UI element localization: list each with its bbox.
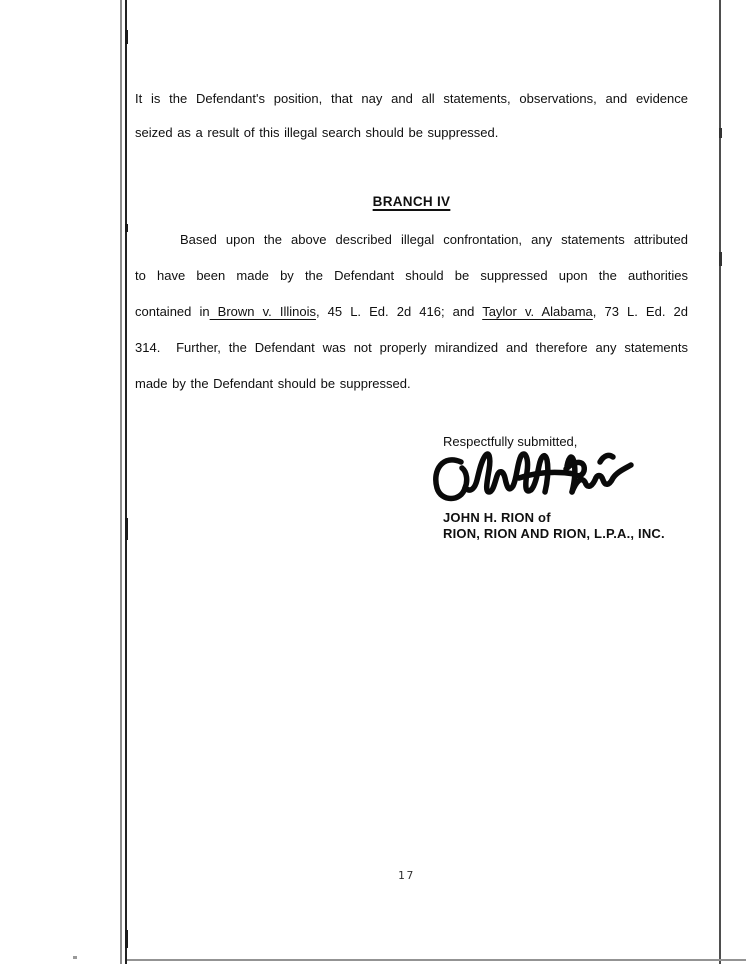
right-edge-rule bbox=[719, 0, 721, 964]
left-inner-rule bbox=[125, 0, 127, 964]
text-segment: 314. Further, the Defendant was not properly mirandized and therefore any statements bbox=[135, 340, 688, 355]
left-outer-rule bbox=[120, 0, 122, 964]
text-segment: contained in bbox=[135, 304, 210, 319]
page-number: 17 bbox=[398, 869, 416, 882]
text-segment: , 73 L. Ed. 2d bbox=[592, 304, 688, 319]
attorney-name: JOHN H. RION of bbox=[443, 510, 551, 525]
paragraph-1 bbox=[135, 82, 688, 150]
bottom-rule bbox=[127, 959, 746, 961]
scan-artifact bbox=[719, 252, 722, 266]
paragraph-1-line-1: It is the Defendant's position, that nay and all statements, observations, and evidence bbox=[135, 91, 688, 106]
firm-name: RION, RION AND RION, L.P.A., INC. bbox=[443, 526, 665, 541]
case-citation: Brown v. Illinois bbox=[209, 304, 316, 319]
scan-artifact bbox=[125, 930, 128, 948]
text-segment: made by the Defendant should be suppressed. bbox=[135, 376, 411, 391]
text-segment: Based upon the above described illegal confrontation, any statements attributed bbox=[180, 232, 688, 247]
text-segment: , 45 L. Ed. 2d 416; and bbox=[315, 304, 483, 319]
scan-artifact bbox=[125, 30, 128, 44]
scan-artifact bbox=[73, 956, 77, 959]
text-segment: to have been made by the Defendant should be suppressed upon the authorities bbox=[135, 268, 688, 283]
handwritten-signature bbox=[433, 448, 643, 518]
paragraph-2-line-2 bbox=[135, 258, 688, 294]
signer-identity bbox=[443, 510, 665, 542]
paragraph-1-line-2: seized as a result of this illegal search should be suppressed. bbox=[135, 125, 499, 140]
paragraph-2-line-3 bbox=[135, 294, 688, 330]
paragraph-2-line-1 bbox=[135, 222, 688, 258]
section-heading-text: BRANCH IV bbox=[372, 194, 451, 209]
closing-line: Respectfully submitted, bbox=[443, 434, 578, 449]
case-citation: Taylor v. Alabama bbox=[482, 304, 593, 319]
paragraph-2 bbox=[135, 222, 688, 402]
scan-artifact bbox=[719, 128, 722, 138]
signature-block bbox=[443, 433, 703, 541]
section-heading bbox=[135, 193, 688, 211]
paragraph-2-line-5 bbox=[135, 366, 688, 402]
scan-artifact bbox=[125, 224, 128, 232]
scan-artifact bbox=[125, 518, 128, 540]
paragraph-2-line-4 bbox=[135, 330, 688, 366]
